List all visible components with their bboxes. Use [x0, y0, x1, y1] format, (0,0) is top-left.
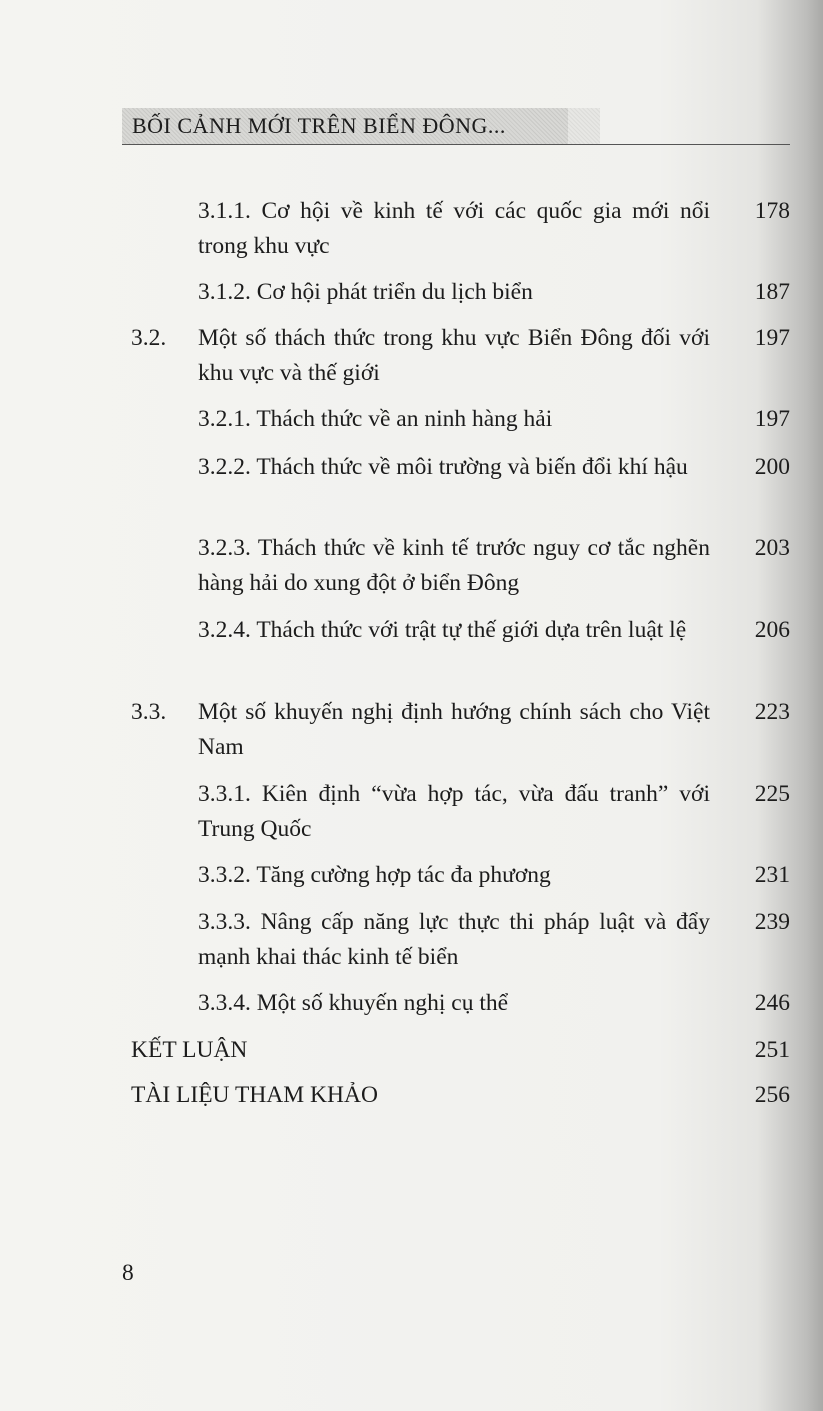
toc-entry: [198, 613, 790, 683]
toc-entry-page: 256: [754, 1082, 790, 1108]
toc-entry: [198, 858, 790, 893]
toc-entry-title: 3.1.1. Cơ hội về kinh tế với các quốc gia mới nổi trong khu vực: [198, 198, 710, 259]
toc-entry: [131, 695, 790, 765]
toc-entry: [198, 194, 790, 264]
toc-entry-page: 200: [754, 454, 790, 480]
running-header-title: BỐI CẢNH MỚI TRÊN BIỂN ĐÔNG...: [132, 113, 506, 138]
toc-entry-title: TÀI LIỆU THAM KHẢO: [131, 1082, 378, 1108]
toc-entry-page: 239: [754, 909, 790, 935]
toc-entry-page: 203: [754, 535, 790, 561]
toc-entry: [198, 450, 790, 520]
toc-entry-number: 3.2.: [131, 325, 167, 351]
toc-entry: [131, 1078, 790, 1113]
toc-entry: [198, 777, 790, 847]
toc-entry-title: 3.3.4. Một số khuyến nghị cụ thể: [198, 990, 509, 1016]
toc-entry-page: 246: [754, 990, 790, 1016]
toc-entry-title: 3.3.3. Nâng cấp năng lực thực thi pháp luật và đẩy mạnh khai thác kinh tế biển: [198, 909, 710, 970]
toc-entry-title: 3.2.4. Thách thức với trật tự thế giới dựa trên luật lệ: [198, 617, 687, 643]
toc-entry-title: 3.2.1. Thách thức về an ninh hàng hải: [198, 406, 553, 432]
toc-entry: [131, 1033, 790, 1068]
toc-entry-title: Một số khuyến nghị định hướng chính sách cho Việt Nam: [198, 699, 710, 760]
toc-entry: [198, 986, 790, 1021]
toc-entry-title: 3.3.2. Tăng cường hợp tác đa phương: [198, 862, 551, 888]
toc-entry-page: 251: [754, 1037, 790, 1063]
toc-entry-title: KẾT LUẬN: [131, 1037, 248, 1063]
toc-entry-page: 231: [754, 862, 790, 888]
toc-entry-number: 3.3.: [131, 699, 167, 725]
toc-entry: [198, 402, 790, 437]
toc-entry-page: 225: [754, 781, 790, 807]
toc-entry-page: 206: [754, 617, 790, 643]
header-divider: [122, 144, 790, 145]
running-header-band-fade: [568, 108, 600, 145]
toc-entry-page: 197: [754, 325, 790, 351]
toc-entry: [131, 321, 790, 391]
toc-entry-title: 3.1.2. Cơ hội phát triển du lịch biển: [198, 279, 533, 305]
page-number: 8: [122, 1260, 134, 1286]
toc-entry-title: Một số thách thức trong khu vực Biển Đông đối với khu vực và thế giới: [198, 325, 710, 386]
toc-entry: [198, 531, 790, 601]
toc-entry-title: 3.2.2. Thách thức về môi trường và biến đổi khí hậu: [198, 454, 688, 480]
toc-entry-page: 197: [754, 406, 790, 432]
toc-entry: [198, 905, 790, 975]
toc-entry-title: 3.2.3. Thách thức về kinh tế trước nguy cơ tắc nghẽn hàng hải do xung đột ở biển Đông: [198, 535, 710, 596]
toc-entry: [198, 275, 790, 310]
toc-entry-page: 223: [754, 699, 790, 725]
toc-entry-page: 178: [754, 198, 790, 224]
toc-entry-title: 3.3.1. Kiên định “vừa hợp tác, vừa đấu tranh” với Trung Quốc: [198, 781, 710, 842]
toc-entry-page: 187: [754, 279, 790, 305]
